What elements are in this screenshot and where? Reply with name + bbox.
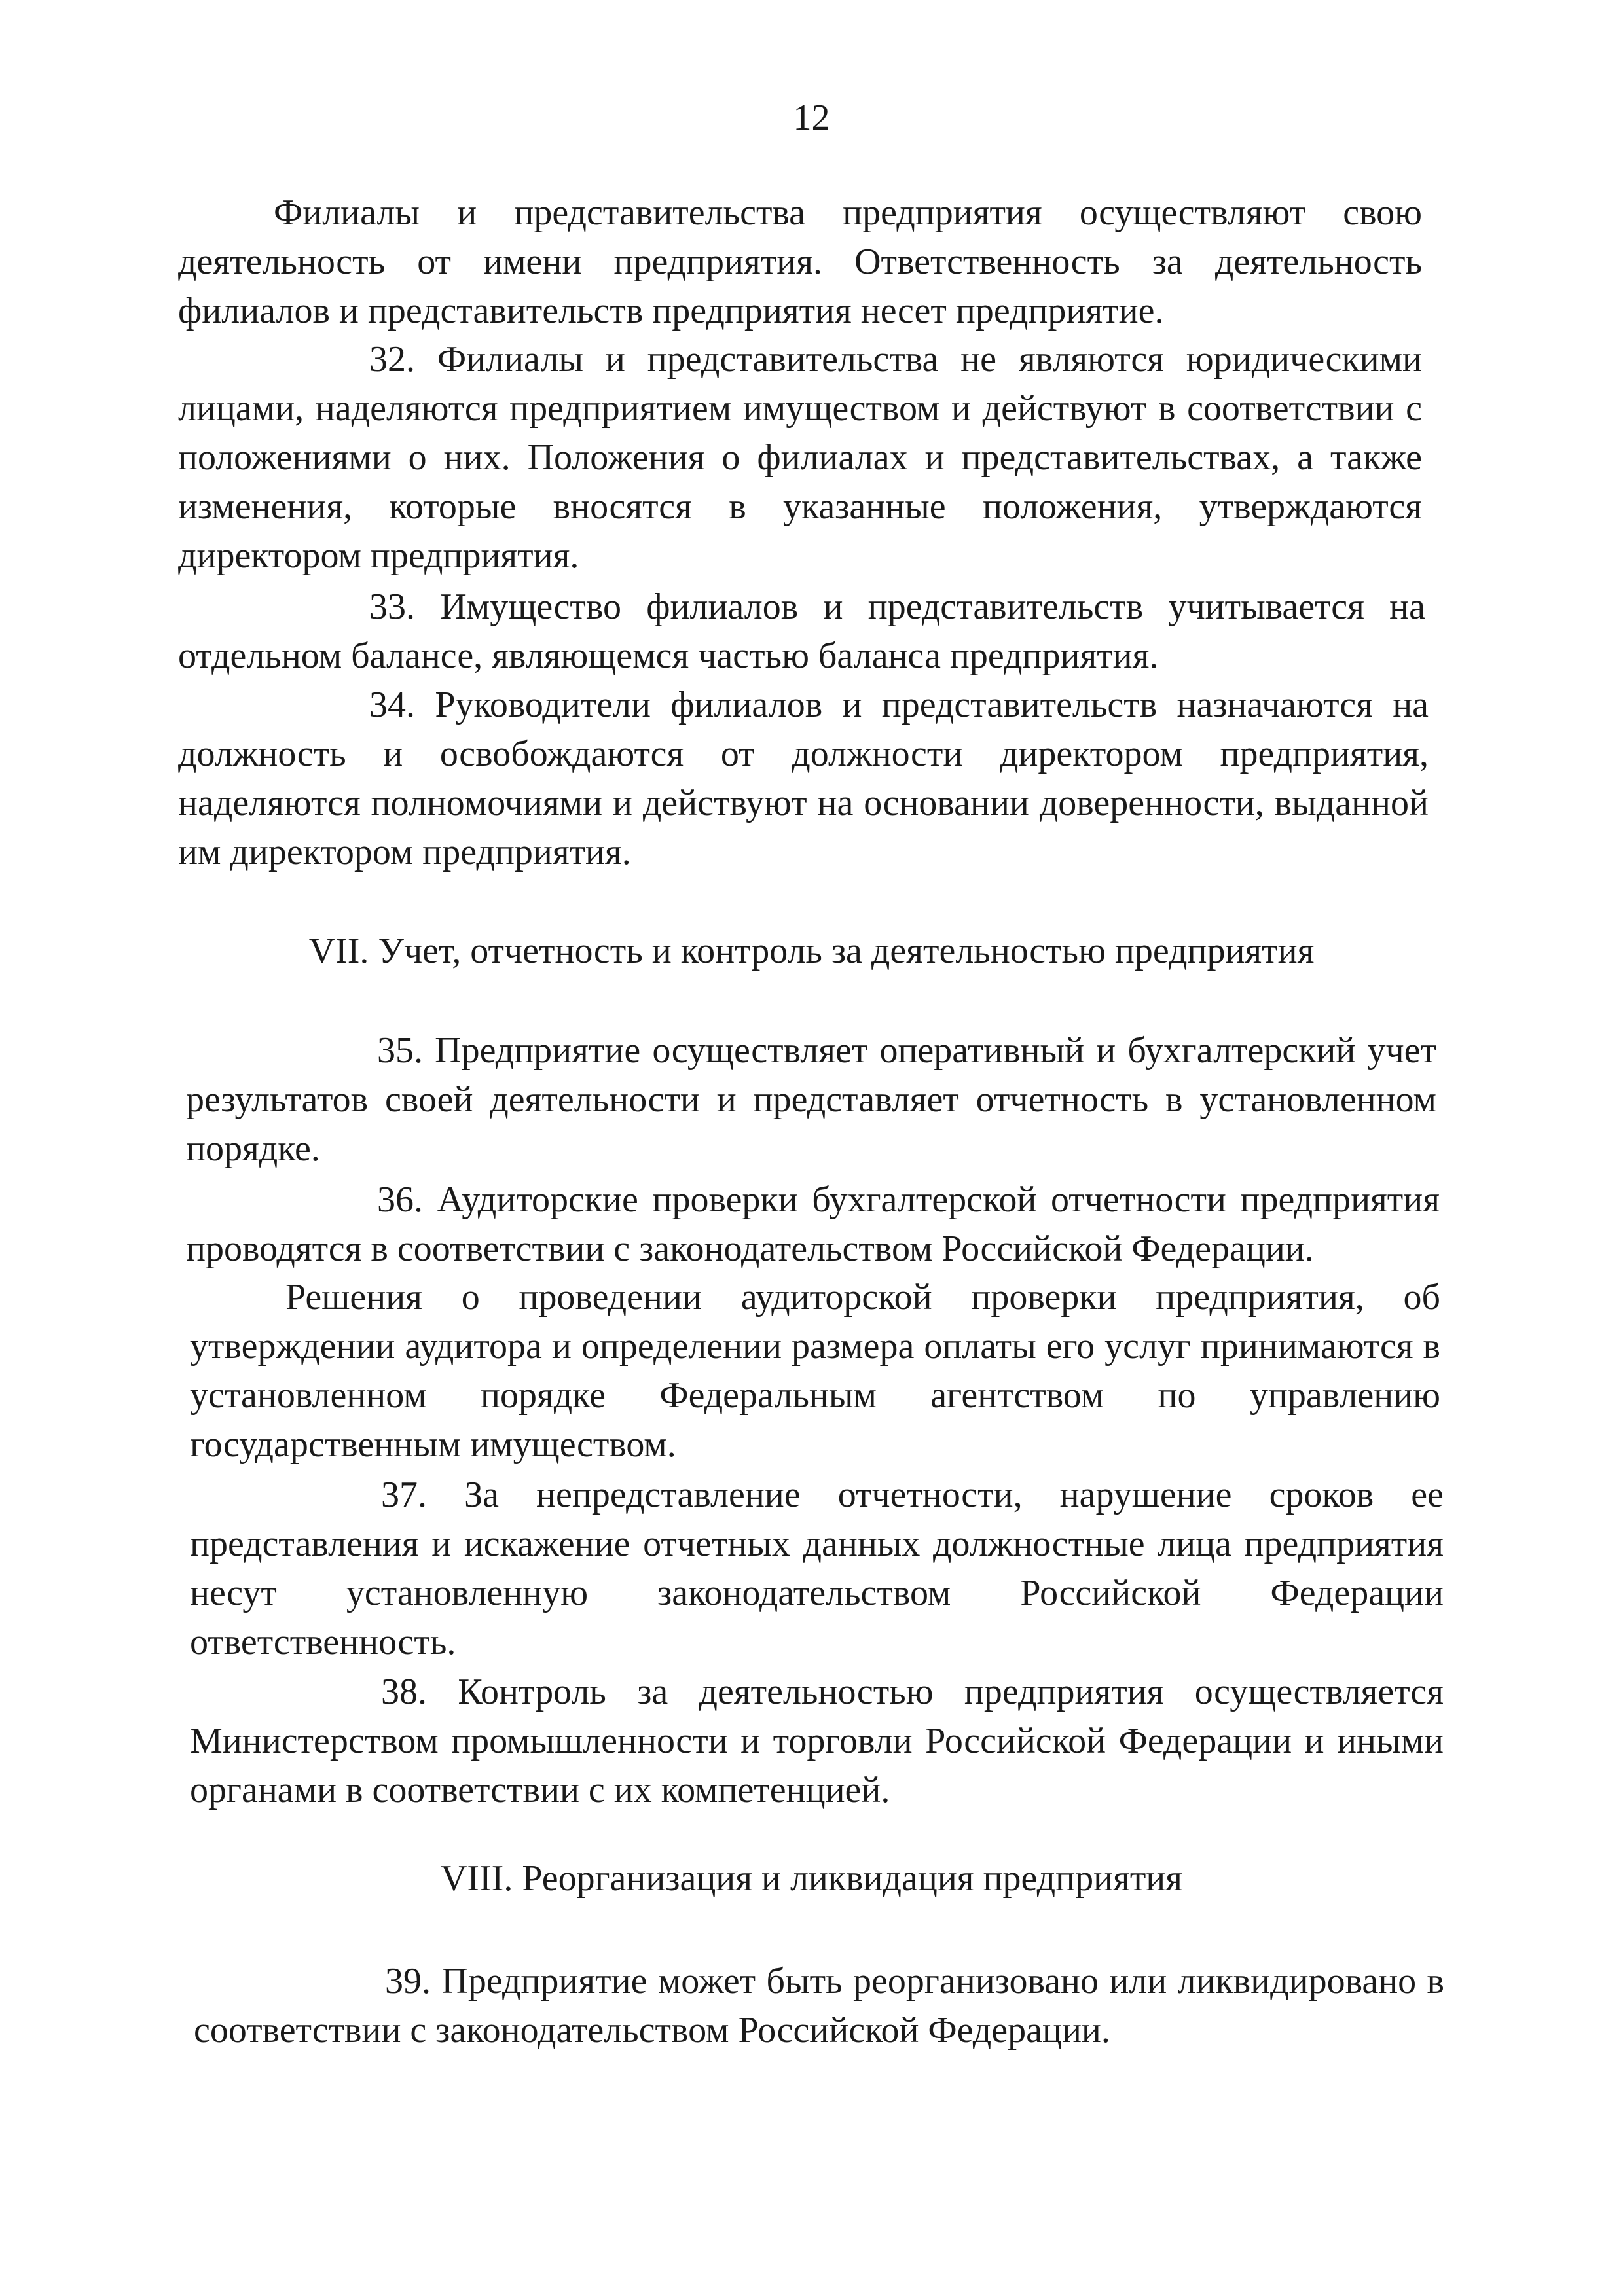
paragraph-number: 32.	[369, 339, 415, 380]
paragraph-text: Аудиторские проверки бухгалтерской отчетности предприятия проводятся в соответствии с законодательством Российской Федерации.	[186, 1179, 1440, 1269]
paragraph-number: 38.	[381, 1672, 427, 1712]
paragraph-number: 37.	[381, 1475, 427, 1515]
paragraph-32	[178, 335, 1422, 581]
paragraph-text: Контроль за деятельностью предприятия осуществляется Министерством промышленности и торговли Российской Федерации и иными органами в соответствии с их компетенцией.	[190, 1672, 1444, 1810]
paragraph-number: 39.	[385, 1961, 431, 2001]
paragraph-33	[178, 583, 1425, 681]
paragraph-number: 35.	[377, 1030, 423, 1071]
section-8-heading: VIII. Реорганизация и ликвидация предприятия	[440, 1858, 1183, 1899]
paragraph-number: 33.	[369, 586, 415, 627]
paragraph-35	[186, 1026, 1436, 1174]
paragraph-39	[194, 1957, 1444, 2055]
paragraph-text: Решения о проведении аудиторской проверки предприятия, об утверждении аудитора и определении размера оплаты его услуг принимаются в установленном порядке Федеральным агентством по управлению государственным имуществом.	[190, 1277, 1440, 1465]
paragraph-text: Филиалы и представительства предприятия осуществляют свою деятельность от имени предприятия. Ответственность за деятельность филиалов и представительств предприятия несет предприятие.	[178, 192, 1422, 331]
paragraph-34	[178, 681, 1429, 877]
paragraph-38	[190, 1668, 1444, 1815]
page-number: 12	[793, 98, 830, 138]
paragraph-text: Предприятие может быть реорганизовано или ликвидировано в соответствии с законодательством Российской Федерации.	[194, 1961, 1444, 2051]
section-7-heading: VII. Учет, отчетность и контроль за деятельностью предприятия	[308, 931, 1315, 971]
paragraph-text: Предприятие осуществляет оперативный и бухгалтерский учет результатов своей деятельности и представляет отчетность в установленном порядке.	[186, 1030, 1436, 1169]
paragraph-text: За непредставление отчетности, нарушение сроков ее представления и искажение отчетных данных должностные лица предприятия несут установленную законодательством Российской Федерации ответственность.	[190, 1475, 1444, 1662]
paragraph-number: 36.	[377, 1179, 423, 1220]
paragraph-number: 34.	[369, 685, 415, 725]
paragraph-37	[190, 1471, 1444, 1667]
paragraph-text: Руководители филиалов и представительств назначаются на должность и освобождаются от должности директором предприятия, наделяются полномочиями и действуют на основании доверенности, выданной им директором предприятия.	[178, 685, 1429, 872]
paragraph-text: Филиалы и представительства не являются юридическими лицами, наделяются предприятием имуществом и действуют в соответствии с положениями о них. Положения о филиалах и представительствах, а также изменения, которые вносятся в указанные положения, утверждаются директором предприятия.	[178, 339, 1423, 576]
paragraph-branches-activity	[178, 188, 1422, 336]
paragraph-36	[186, 1175, 1440, 1274]
paragraph-36-continued	[190, 1273, 1440, 1469]
paragraph-text: Имущество филиалов и представительств учитывается на отдельном балансе, являющемся частью баланса предприятия.	[178, 586, 1426, 676]
